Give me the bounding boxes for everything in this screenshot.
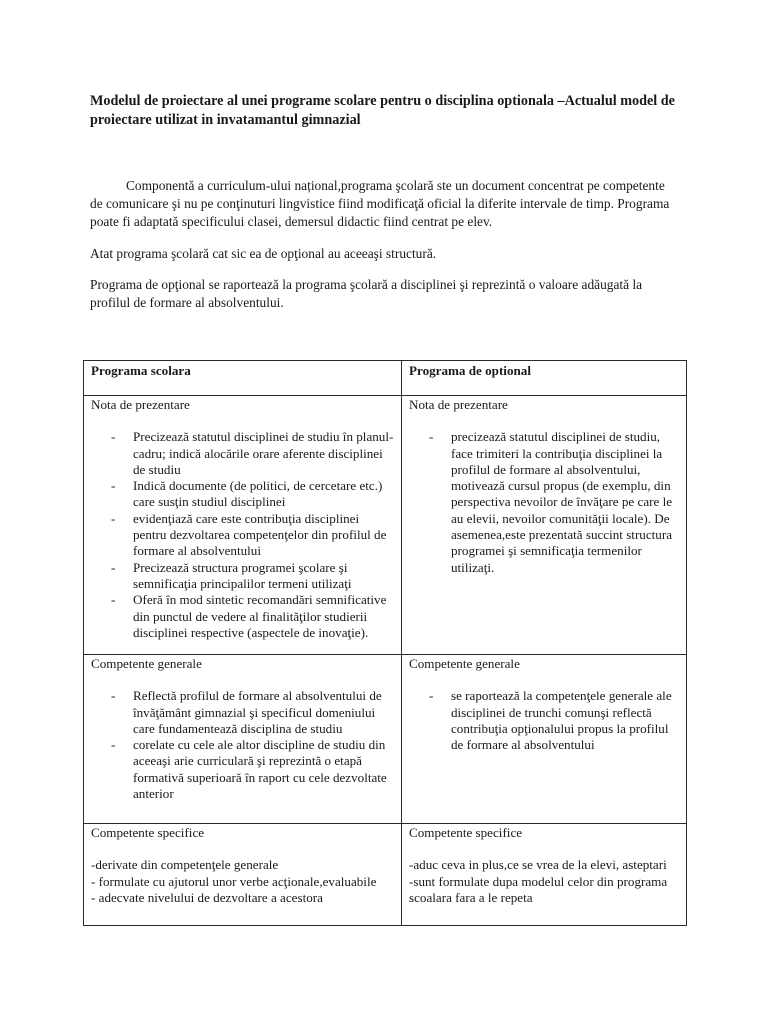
- nota-left-cell: [84, 396, 402, 655]
- list-item: - evidenţiază care este contribuţia disciplinei pentru dezvoltarea competenţelor din profilul de formare al absolventului: [133, 511, 394, 560]
- list-item: - se raportează la competenţele generale ale disciplinei de trunchi comunşi reflectă contribuţia opţionalului propus la profilul de formare al absolventului: [451, 688, 679, 753]
- list-item: - Precizează structura programei şcolare şi semnificaţia principalilor termeni utilizaţi: [133, 560, 394, 593]
- competente-specifice-left-cell: [84, 824, 402, 926]
- table-header-row: [84, 361, 687, 396]
- optional-paragraph: Programa de opţional se raportează la programa şcolară a disciplinei şi reprezintă o valoare adăugată la profilul de formare al absolventului.: [90, 277, 643, 310]
- list-item: - Oferă în mod sintetic recomandări semnificative din punctul de vedere al finalităţilor studierii disciplinei respective (aspectele de inovaţie).: [133, 592, 394, 641]
- spec-left-line: - formulate cu ajutorul unor verbe acţionale,evaluabile: [91, 873, 377, 889]
- spec-right-line: -aduc ceva in plus,ce se vrea de la elevi, asteptari: [409, 857, 667, 873]
- competente-generale-right-cell: [402, 655, 687, 824]
- nota-right-cell: [402, 396, 687, 655]
- competente-generale-left-title: Competente generale: [91, 656, 202, 671]
- structure-paragraph: Atat programa şcolară cat sic ea de opţional au aceeaşi structură.: [90, 246, 437, 261]
- competente-specifice-left-title: Competente specifice: [91, 825, 205, 840]
- table-row-nota: [84, 396, 687, 655]
- header-programa-optional: Programa de optional: [402, 361, 687, 396]
- spec-right-line: -sunt formulate dupa modelul celor din programa scoalara fara a le repeta: [409, 873, 668, 905]
- header-programa-scolara: Programa scolara: [84, 361, 402, 396]
- competente-generale-left-cell: [84, 655, 402, 824]
- table-row-competente-specifice: [84, 824, 687, 926]
- comparison-table: [83, 360, 687, 926]
- table-row-competente-generale: [84, 655, 687, 824]
- competente-generale-left-list: [91, 688, 394, 802]
- competente-specifice-right-title: Competente specifice: [409, 825, 523, 840]
- nota-right-list: [409, 429, 679, 576]
- list-item: - Precizează statutul disciplinei de studiu în planul-cadru; indică alocările orare aferente disciplinei de studiu: [133, 429, 394, 478]
- list-item: - corelate cu cele ale altor discipline de studiu din aceeaşi arie curriculară şi reprezintă o etapă formativă superioară în raport cu cele dezvoltate anterior: [133, 737, 394, 802]
- spec-left-line: - adecvate nivelului de dezvoltare a acestora: [91, 889, 323, 905]
- competente-generale-right-list: [409, 688, 679, 753]
- list-item: - precizează statutul disciplinei de studiu, face trimiteri la contribuţia disciplinei la profilul de formare al absolventului, motivează cursul propus (de exemplu, din perspectiva nevoilor de învăţare pe care le au elevii, nevoilor comunităţii locale). De asemenea,este prezentată succint structura programei şi semnificaţia termenilor utilizaţi.: [451, 429, 679, 576]
- document-title: Modelul de proiectare al unei programe scolare pentru o disciplina optionala –Actualul model de proiectare utilizat in invatamantul gimnazial: [90, 93, 675, 128]
- list-item: - Indică documente (de politici, de cercetare etc.) care susţin studiul disciplinei: [133, 478, 394, 511]
- nota-right-title: Nota de prezentare: [409, 397, 508, 412]
- competente-specifice-right-cell: [402, 824, 687, 926]
- intro-paragraph: Componentă a curriculum-ului național,programa şcolară ste un document concentrat pe competente de comunicare şi nu pe conţinuturi lingvistice fiind modificaţă oficial la diferite intervale de timp. Programa poate fi adaptată specificului clasei, demersul didactic fiind centrat pe elev.: [90, 178, 670, 229]
- nota-left-title: Nota de prezentare: [91, 397, 190, 412]
- spec-left-line: -derivate din competenţele generale: [91, 857, 279, 873]
- nota-left-list: [91, 429, 394, 641]
- competente-generale-right-title: Competente generale: [409, 656, 520, 671]
- list-item: - Reflectă profilul de formare al absolventului de învăţământ gimnazial şi specificul domeniului care fundamentează disciplina de studiu: [133, 688, 394, 737]
